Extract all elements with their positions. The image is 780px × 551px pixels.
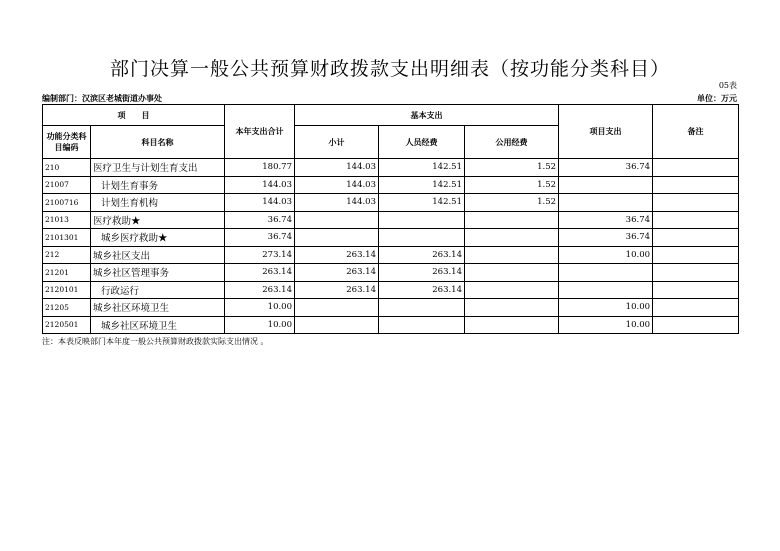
row-project: 10.00 bbox=[559, 246, 653, 264]
row-remark bbox=[653, 281, 739, 299]
row-subject-name: 城乡医疗救助★ bbox=[91, 229, 225, 247]
row-personnel bbox=[379, 229, 465, 247]
table-row bbox=[43, 316, 739, 334]
header-total: 本年支出合计 bbox=[225, 105, 295, 159]
row-subject-name: 城乡社区管理事务 bbox=[91, 264, 225, 282]
row-total: 36.74 bbox=[225, 211, 295, 229]
row-project bbox=[559, 176, 653, 194]
row-remark bbox=[653, 246, 739, 264]
row-code: 21205 bbox=[43, 299, 91, 317]
row-subtotal: 144.03 bbox=[295, 159, 379, 177]
table-row bbox=[43, 194, 739, 212]
row-public bbox=[465, 316, 559, 334]
row-subject-name: 医疗救助★ bbox=[91, 211, 225, 229]
row-code: 2100716 bbox=[43, 194, 91, 212]
row-remark bbox=[653, 264, 739, 282]
row-code: 212 bbox=[43, 246, 91, 264]
row-remark bbox=[653, 176, 739, 194]
row-subtotal bbox=[295, 229, 379, 247]
row-public bbox=[465, 299, 559, 317]
row-personnel bbox=[379, 316, 465, 334]
unit-label: 单位：万元 bbox=[697, 93, 737, 103]
row-project: 36.74 bbox=[559, 211, 653, 229]
row-subtotal bbox=[295, 211, 379, 229]
table-row bbox=[43, 159, 739, 177]
header-func-code: 功能分类科目编码 bbox=[43, 126, 91, 159]
header-subtotal: 小计 bbox=[295, 126, 379, 159]
row-subtotal: 144.03 bbox=[295, 176, 379, 194]
table-row bbox=[43, 246, 739, 264]
row-personnel: 263.14 bbox=[379, 281, 465, 299]
row-code: 2120501 bbox=[43, 316, 91, 334]
row-personnel: 142.51 bbox=[379, 176, 465, 194]
row-public bbox=[465, 281, 559, 299]
table-row bbox=[43, 281, 739, 299]
row-code: 21201 bbox=[43, 264, 91, 282]
row-subject-name: 计划生育机构 bbox=[91, 194, 225, 212]
footnote: 注：本表反映部门本年度一般公共预算财政拨款实际支出情况 。 bbox=[42, 337, 269, 346]
row-project: 36.74 bbox=[559, 229, 653, 247]
row-total: 263.14 bbox=[225, 264, 295, 282]
header-public: 公用经费 bbox=[465, 126, 559, 159]
row-code: 21007 bbox=[43, 176, 91, 194]
preparing-unit: 编制部门：汉滨区老城街道办事处 bbox=[42, 93, 162, 103]
row-public: 1.52 bbox=[465, 159, 559, 177]
header-remark: 备注 bbox=[653, 105, 739, 159]
row-public bbox=[465, 246, 559, 264]
row-public bbox=[465, 229, 559, 247]
row-project bbox=[559, 281, 653, 299]
table-row bbox=[43, 229, 739, 247]
row-remark bbox=[653, 211, 739, 229]
row-code: 2120101 bbox=[43, 281, 91, 299]
row-total: 263.14 bbox=[225, 281, 295, 299]
header-project: 项目支出 bbox=[559, 105, 653, 159]
row-code: 21013 bbox=[43, 211, 91, 229]
table-row bbox=[43, 299, 739, 317]
row-project bbox=[559, 194, 653, 212]
row-subtotal bbox=[295, 299, 379, 317]
row-public: 1.52 bbox=[465, 194, 559, 212]
row-subject-name: 城乡社区环境卫生 bbox=[91, 299, 225, 317]
row-subtotal: 263.14 bbox=[295, 264, 379, 282]
header-basic: 基本支出 bbox=[295, 105, 559, 126]
row-subtotal: 263.14 bbox=[295, 246, 379, 264]
row-total: 144.03 bbox=[225, 194, 295, 212]
row-total: 273.14 bbox=[225, 246, 295, 264]
table-row bbox=[43, 264, 739, 282]
page-title: 部门决算一般公共预算财政拨款支出明细表（按功能分类科目） bbox=[109, 58, 670, 80]
row-personnel: 142.51 bbox=[379, 159, 465, 177]
table-number: 05表 bbox=[718, 81, 737, 90]
row-personnel: 142.51 bbox=[379, 194, 465, 212]
row-personnel bbox=[379, 211, 465, 229]
row-project bbox=[559, 264, 653, 282]
row-code: 2101301 bbox=[43, 229, 91, 247]
row-remark bbox=[653, 229, 739, 247]
row-remark bbox=[653, 159, 739, 177]
header-personnel: 人员经费 bbox=[379, 126, 465, 159]
row-subject-name: 计划生育事务 bbox=[91, 176, 225, 194]
table-body bbox=[43, 159, 739, 334]
header-subject-name: 科目名称 bbox=[91, 126, 225, 159]
row-project: 10.00 bbox=[559, 299, 653, 317]
row-subject-name: 城乡社区支出 bbox=[91, 246, 225, 264]
row-personnel: 263.14 bbox=[379, 246, 465, 264]
table-row bbox=[43, 176, 739, 194]
row-public: 1.52 bbox=[465, 176, 559, 194]
row-subject-name: 城乡社区环境卫生 bbox=[91, 316, 225, 334]
row-remark bbox=[653, 194, 739, 212]
row-subtotal: 144.03 bbox=[295, 194, 379, 212]
row-total: 180.77 bbox=[225, 159, 295, 177]
row-total: 36.74 bbox=[225, 229, 295, 247]
expenditure-table bbox=[42, 104, 739, 334]
row-public bbox=[465, 211, 559, 229]
row-personnel: 263.14 bbox=[379, 264, 465, 282]
row-project: 10.00 bbox=[559, 316, 653, 334]
row-public bbox=[465, 264, 559, 282]
header-item: 项 目 bbox=[43, 105, 225, 126]
row-total: 144.03 bbox=[225, 176, 295, 194]
row-subject-name: 医疗卫生与计划生育支出 bbox=[91, 159, 225, 177]
row-remark bbox=[653, 299, 739, 317]
row-subject-name: 行政运行 bbox=[91, 281, 225, 299]
row-subtotal: 263.14 bbox=[295, 281, 379, 299]
row-project: 36.74 bbox=[559, 159, 653, 177]
row-total: 10.00 bbox=[225, 299, 295, 317]
row-code: 210 bbox=[43, 159, 91, 177]
row-total: 10.00 bbox=[225, 316, 295, 334]
row-remark bbox=[653, 316, 739, 334]
row-personnel bbox=[379, 299, 465, 317]
row-subtotal bbox=[295, 316, 379, 334]
table-row bbox=[43, 211, 739, 229]
